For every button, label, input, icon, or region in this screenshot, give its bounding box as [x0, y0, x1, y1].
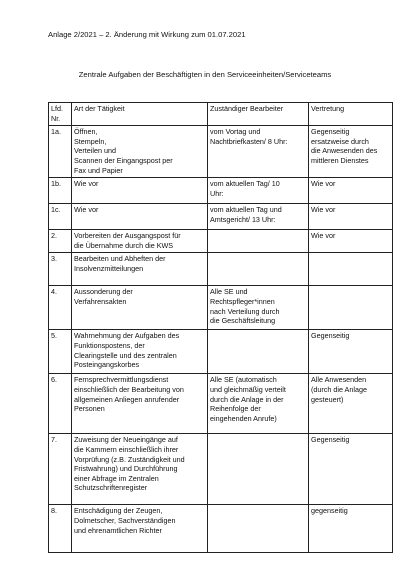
- cell-bearbeiter: [208, 505, 309, 553]
- table-row: [49, 230, 393, 253]
- cell-line: Posteingangskorbes: [74, 360, 140, 370]
- cell-line: 8.: [51, 506, 57, 516]
- table-row: [49, 374, 393, 434]
- cell-line: Fax und Papier: [74, 165, 123, 175]
- table-row: [49, 204, 393, 230]
- cell-line: 6.: [51, 375, 57, 385]
- cell-line: Bearbeiten und Abheften der: [74, 254, 166, 264]
- cell-nr: [49, 230, 72, 253]
- cell-line: gegenseitig: [311, 506, 348, 516]
- cell-line: einschließlich der Bearbeitung von: [74, 384, 184, 394]
- table-row: [49, 253, 393, 286]
- cell-line: Entschädigung der Zeugen,: [74, 506, 163, 516]
- table-body: [49, 126, 393, 553]
- cell-line: 7.: [51, 435, 57, 445]
- cell-line: 5.: [51, 331, 57, 341]
- cell-line: 1c.: [51, 205, 61, 215]
- header-bearbeiter: [208, 103, 309, 126]
- cell-vertretung: [309, 230, 393, 253]
- cell-line: die Anwesenden des: [311, 146, 378, 156]
- cell-bearbeiter: [208, 286, 309, 330]
- cell-line: Verfahrensakten: [74, 296, 127, 306]
- cell-line: Zuweisung der Neueingänge auf: [74, 435, 178, 445]
- cell-vertretung: [309, 374, 393, 434]
- cell-line: ersatzweise durch: [311, 136, 369, 146]
- cell-vertretung: [309, 434, 393, 505]
- header-vertretung: [309, 103, 393, 126]
- cell-line: 1a.: [51, 127, 61, 137]
- cell-bearbeiter: [208, 178, 309, 204]
- cell-nr: [49, 178, 72, 204]
- cell-line: die Kammern einschließlich ihrer: [74, 444, 179, 454]
- cell-art: [72, 434, 208, 505]
- cell-line: Art der Tätigkeit: [74, 104, 125, 113]
- table-row: [49, 126, 393, 178]
- cell-art: [72, 178, 208, 204]
- cell-line: gesteuert): [311, 394, 344, 404]
- cell-line: Schutzschriftenregister: [74, 483, 148, 493]
- cell-line: 2.: [51, 231, 57, 241]
- cell-line: Fernsprechvermittlungsdienst: [74, 375, 169, 385]
- cell-line: Wie vor: [311, 179, 336, 189]
- cell-line: Öffnen,: [74, 127, 98, 137]
- cell-line: 4.: [51, 287, 57, 297]
- cell-vertretung: [309, 286, 393, 330]
- cell-vertretung: [309, 178, 393, 204]
- cell-line: Wie vor: [74, 205, 99, 215]
- table-row: [49, 286, 393, 330]
- cell-vertretung: [309, 126, 393, 178]
- cell-vertretung: [309, 330, 393, 374]
- cell-line: Vorprüfung (z.B. Zuständigkeit und: [74, 454, 185, 464]
- cell-line: Gegenseitig: [311, 331, 350, 341]
- cell-bearbeiter: [208, 330, 309, 374]
- cell-vertretung: [309, 505, 393, 553]
- cell-line: Reihenfolge der: [210, 404, 261, 414]
- cell-art: [72, 230, 208, 253]
- cell-bearbeiter: [208, 230, 309, 253]
- cell-line: Aussonderung der: [74, 287, 133, 297]
- table-header-row: [49, 103, 393, 126]
- cell-art: [72, 253, 208, 286]
- cell-bearbeiter: [208, 204, 309, 230]
- cell-art: [72, 374, 208, 434]
- cell-nr: [49, 126, 72, 178]
- cell-line: nach Verteilung durch: [210, 306, 280, 316]
- cell-art: [72, 286, 208, 330]
- cell-line: Insolvenzmitteilungen: [74, 263, 144, 273]
- cell-line: Dolmetscher, Sachverständigen: [74, 515, 176, 525]
- cell-line: Vertretung: [311, 104, 345, 113]
- cell-art: [72, 204, 208, 230]
- header-art: [72, 103, 208, 126]
- cell-vertretung: [309, 204, 393, 230]
- task-table: [48, 102, 393, 553]
- table-row: [49, 330, 393, 374]
- cell-line: eingehenden Anrufe): [210, 413, 277, 423]
- cell-bearbeiter: [208, 374, 309, 434]
- cell-nr: [49, 434, 72, 505]
- cell-line: durch die Anlage in der: [210, 394, 284, 404]
- cell-line: Scannen der Eingangspost per: [74, 155, 173, 165]
- cell-line: mittleren Dienstes: [311, 155, 369, 165]
- cell-nr: [49, 505, 72, 553]
- cell-line: Funktionspostens, der: [74, 340, 145, 350]
- cell-line: Verteilen und: [74, 146, 116, 156]
- cell-line: die Geschäftsleitung: [210, 316, 276, 326]
- cell-line: Gegenseitig: [311, 127, 350, 137]
- table-row: [49, 178, 393, 204]
- cell-art: [72, 505, 208, 553]
- cell-vertretung: [309, 253, 393, 286]
- cell-bearbeiter: [208, 126, 309, 178]
- cell-art: [72, 330, 208, 374]
- cell-line: Alle SE und: [210, 287, 248, 297]
- cell-line: Vorbereiten der Ausgangspost für: [74, 231, 181, 241]
- cell-line: vom aktuellen Tag/ 10: [210, 179, 280, 189]
- cell-art: [72, 126, 208, 178]
- cell-nr: [49, 204, 72, 230]
- document-header: Anlage 2/2021 – 2. Änderung mit Wirkung zum 01.07.2021: [48, 30, 246, 39]
- document-title: Zentrale Aufgaben der Beschäftigten in den Serviceeinheiten/Serviceteams: [78, 70, 332, 79]
- cell-line: (durch die Anlage: [311, 384, 367, 394]
- cell-line: und ehrenamtlichen Richter: [74, 525, 162, 535]
- cell-nr: [49, 286, 72, 330]
- cell-line: Clearingstelle und des zentralen: [74, 350, 177, 360]
- cell-line: die Übernahme durch die KWS: [74, 240, 174, 250]
- cell-line: Wahrnehmung der Aufgaben des: [74, 331, 180, 341]
- cell-line: Stempeln,: [74, 136, 107, 146]
- cell-line: Alle Anwesenden: [311, 375, 367, 385]
- cell-line: Amtsgericht/ 13 Uhr:: [210, 214, 276, 224]
- cell-line: vom Vortag und: [210, 127, 261, 137]
- cell-bearbeiter: [208, 253, 309, 286]
- cell-nr: [49, 374, 72, 434]
- cell-line: und gleichmäßig verteilt: [210, 384, 286, 394]
- table-row: [49, 505, 393, 553]
- cell-line: Nachtbriefkasten/ 8 Uhr:: [210, 136, 288, 146]
- header-nr: [49, 103, 72, 126]
- cell-line: Fristwahrung) und Durchführung: [74, 464, 178, 474]
- cell-line: Rechtspfleger*innen: [210, 296, 275, 306]
- cell-line: allgemeinen Anliegen anrufender: [74, 394, 180, 404]
- table-row: [49, 434, 393, 505]
- cell-line: Zuständiger Bearbeiter: [210, 104, 284, 113]
- cell-line: Personen: [74, 404, 105, 414]
- cell-line: 1b.: [51, 179, 61, 189]
- cell-bearbeiter: [208, 434, 309, 505]
- cell-line: Wie vor: [311, 205, 336, 215]
- cell-nr: [49, 330, 72, 374]
- cell-line: einer Abfrage im Zentralen: [74, 473, 159, 483]
- cell-line: Wie vor: [74, 179, 99, 189]
- cell-line: Gegenseitig: [311, 435, 350, 445]
- cell-line: Nr.: [51, 113, 61, 123]
- cell-line: 3.: [51, 254, 57, 264]
- cell-line: Alle SE (automatisch: [210, 375, 277, 385]
- cell-nr: [49, 253, 72, 286]
- cell-line: vom aktuellen Tag und: [210, 205, 282, 215]
- cell-line: Lfd.: [51, 104, 63, 113]
- cell-line: Uhr:: [210, 188, 224, 198]
- cell-line: Wie vor: [311, 231, 336, 241]
